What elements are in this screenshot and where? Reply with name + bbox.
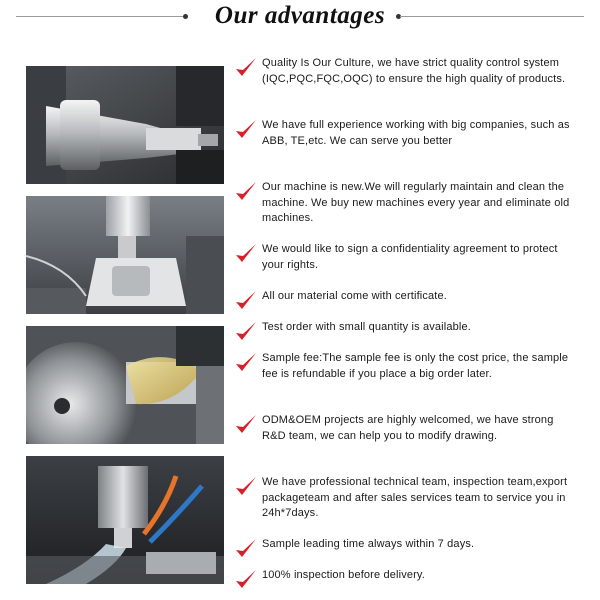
advantage-item-4 (234, 242, 580, 274)
header-rule-right (400, 16, 584, 17)
checkmark-icon (234, 568, 258, 592)
checkmark-icon (234, 537, 258, 561)
checkmark-icon (234, 56, 258, 80)
advantage-item-3 (234, 180, 580, 228)
advantage-item-7 (234, 351, 580, 399)
advantage-text: Quality Is Our Culture, we have strict quality control system (IQC,PQC,FQC,OQC) to ensure the high quality of products. (262, 57, 566, 85)
advantage-item-11 (234, 568, 580, 588)
advantage-item-1 (234, 56, 580, 104)
checkmark-icon (234, 413, 258, 437)
checkmark-icon (234, 351, 258, 375)
machine-spindle-photo (26, 66, 224, 184)
advantage-text: ODM&OEM projects are highly welcomed, we have strong R&D team, we can help you to modify drawing. (262, 414, 554, 442)
advantage-text: All our material come with certificate. (262, 290, 447, 302)
advantage-text: Our machine is new.We will regularly maintain and clean the machine. We buy new machines every year and eliminate old machines. (262, 181, 570, 224)
advantage-text: We have professional technical team, inspection team,export packageteam and after sales services team to service you in 24h*7days. (262, 476, 568, 519)
checkmark-icon (234, 475, 258, 499)
advantage-text: Test order with small quantity is available. (262, 321, 471, 333)
advantage-text: 100% inspection before delivery. (262, 569, 425, 581)
advantage-item-10 (234, 537, 580, 557)
lathe-chuck-photo (26, 326, 224, 444)
advantage-item-6 (234, 320, 580, 340)
advantage-item-9 (234, 475, 580, 523)
milling-tool-photo (26, 196, 224, 314)
checkmark-icon (234, 180, 258, 204)
advantage-text: Sample fee:The sample fee is only the cost price, the sample fee is refundable if you place a big order later. (262, 352, 569, 380)
advantage-text: We would like to sign a confidentiality agreement to protect your rights. (262, 243, 558, 271)
section-header (0, 0, 600, 34)
advantage-item-8 (234, 413, 580, 461)
checkmark-icon (234, 242, 258, 266)
checkmark-icon (234, 289, 258, 313)
advantage-text: We have full experience working with big companies, such as ABB, TE,etc. We can serve you better (262, 119, 570, 147)
checkmark-icon (234, 320, 258, 344)
page-title: Our advantages (214, 2, 386, 29)
advantage-text: Sample leading time always within 7 days. (262, 538, 475, 550)
checkmark-icon (234, 118, 258, 142)
cnc-coolant-photo (26, 456, 224, 584)
advantage-item-5 (234, 289, 580, 309)
advantage-item-2 (234, 118, 580, 166)
